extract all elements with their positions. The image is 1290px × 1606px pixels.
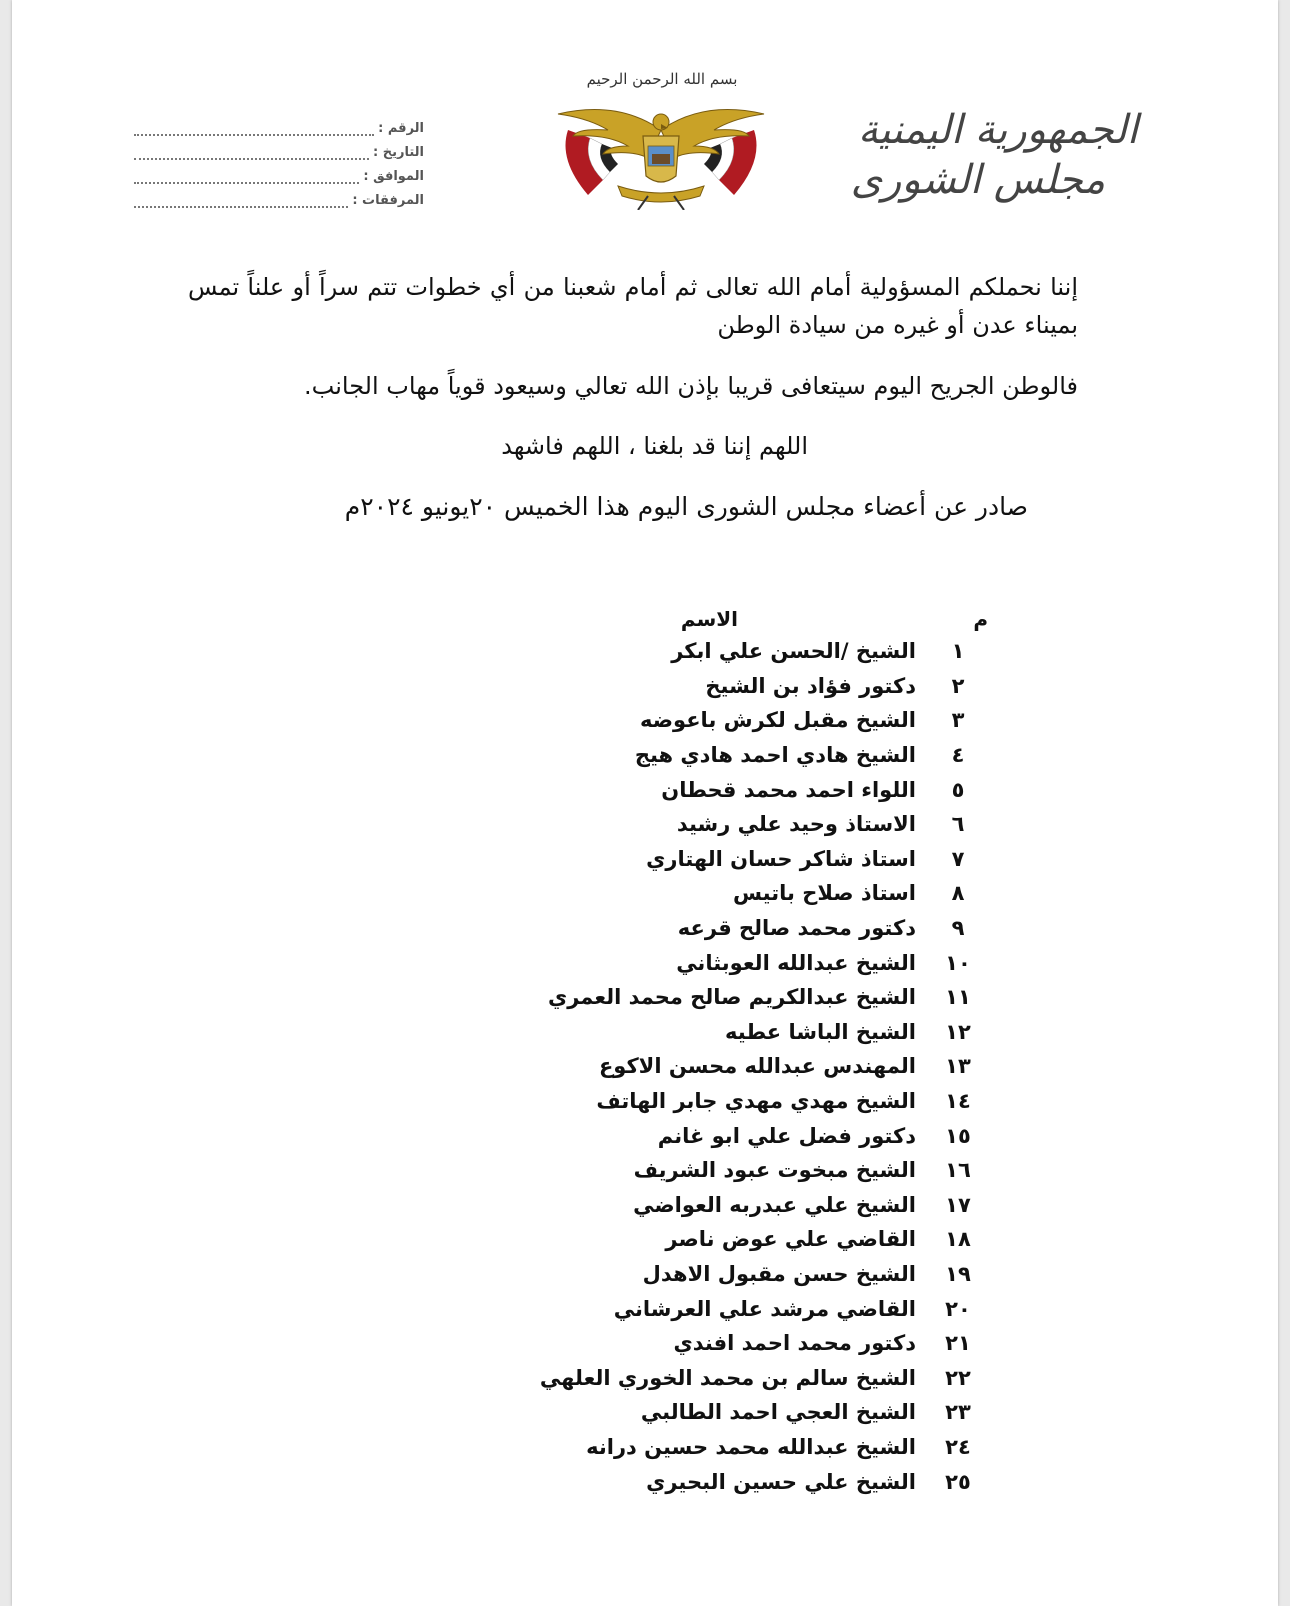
member-number: ٢١ <box>945 1331 971 1356</box>
member-number: ٧ <box>951 846 965 871</box>
table-row <box>540 980 988 1015</box>
table-row <box>540 1464 988 1499</box>
column-header-name: الاسم <box>680 607 738 631</box>
member-number: ١٠ <box>945 950 971 975</box>
member-number: ٨ <box>951 881 965 906</box>
table-row <box>540 945 988 980</box>
member-name: الشيخ عبدالله محمد حسين درانه <box>586 1434 916 1459</box>
table-row <box>540 1084 988 1119</box>
issuer-title <box>848 104 1148 204</box>
table-row <box>540 1395 988 1430</box>
member-name: القاضي مرشد علي العرشاني <box>613 1296 916 1321</box>
meta-row-date <box>134 136 424 160</box>
table-row <box>540 807 988 842</box>
member-number: ٢٠ <box>945 1296 971 1321</box>
table-row <box>540 1291 988 1326</box>
paragraph-prayer: اللهم إننا قد بلغنا ، اللهم فاشهد <box>501 432 808 460</box>
table-row <box>540 1326 988 1361</box>
dotted-line <box>134 172 359 184</box>
meta-label: الرقم : <box>378 121 424 136</box>
member-name: استاذ شاكر حسان الهتاري <box>646 846 916 871</box>
council-name: مجلس الشورى <box>850 157 1106 203</box>
table-row <box>540 842 988 877</box>
member-number: ٢٤ <box>945 1434 971 1459</box>
member-number: ١٣ <box>945 1054 971 1079</box>
table-row <box>540 703 988 738</box>
member-name: الشيخ مقبل لكرش باعوضه <box>640 708 916 733</box>
member-name: الشيخ حسن مقبول الاهدل <box>642 1261 916 1286</box>
member-number: ٢ <box>951 673 965 698</box>
member-number: ١٨ <box>945 1227 971 1252</box>
table-row <box>540 1360 988 1395</box>
member-name: الشيخ عبدالله العوبثاني <box>676 950 916 975</box>
member-name: الشيخ العجي احمد الطالبي <box>640 1400 916 1425</box>
table-row <box>540 1015 988 1050</box>
member-name: استاذ صلاح باتيس <box>733 881 916 906</box>
dotted-line <box>134 124 374 136</box>
table-row <box>540 876 988 911</box>
column-header-number: م <box>973 607 988 631</box>
member-number: ١٤ <box>945 1089 971 1114</box>
meta-label: الموافق : <box>363 169 424 184</box>
member-name: الشيخ الباشا عطيه <box>725 1019 916 1044</box>
table-row <box>540 1118 988 1153</box>
table-header-row <box>540 604 988 634</box>
issued-by-line: صادر عن أعضاء مجلس الشورى اليوم هذا الخميس ٢٠يونيو ٢٠٢٤م <box>344 492 1028 521</box>
meta-row-corresponding <box>134 160 424 184</box>
yemen-eagle-emblem-icon <box>548 100 774 210</box>
table-row <box>540 634 988 669</box>
member-number: ١ <box>951 639 965 664</box>
member-name: الشيخ عبدالكريم صالح محمد العمري <box>547 985 916 1010</box>
table-row <box>540 738 988 773</box>
reference-fields <box>134 112 424 208</box>
member-number: ١٩ <box>945 1261 971 1286</box>
member-name: الشيخ علي عبدربه العواضي <box>633 1192 916 1217</box>
member-name: اللواء احمد محمد قحطان <box>661 777 916 802</box>
member-number: ١١ <box>945 985 971 1010</box>
republic-name: الجمهورية اليمنية <box>857 107 1139 153</box>
meta-row-number <box>134 112 424 136</box>
member-number: ١٧ <box>945 1192 971 1217</box>
table-row <box>540 1257 988 1292</box>
member-name: المهندس عبدالله محسن الاكوع <box>598 1054 916 1079</box>
paragraph-recovery: فالوطن الجريح اليوم سيتعافى قريبا بإذن الله تعالي وسيعود قوياً مهاب الجانب. <box>304 372 1078 400</box>
table-row <box>540 1049 988 1084</box>
member-number: ٦ <box>951 812 965 837</box>
member-name: الاستاذ وحيد علي رشيد <box>676 812 916 837</box>
document-page <box>12 0 1278 1606</box>
dotted-line <box>134 148 369 160</box>
member-name: دكتور محمد صالح قرعه <box>677 916 916 941</box>
table-row <box>540 669 988 704</box>
member-number: ٢٣ <box>945 1400 971 1425</box>
member-name: القاضي علي عوض ناصر <box>665 1227 916 1252</box>
member-name: الشيخ مهدي مهدي جابر الهاتف <box>596 1089 916 1114</box>
member-number: ١٢ <box>945 1019 971 1044</box>
member-name: دكتور محمد احمد افندي <box>673 1331 916 1356</box>
table-row <box>540 1153 988 1188</box>
member-name: دكتور فؤاد بن الشيخ <box>705 673 916 698</box>
dotted-line <box>134 196 348 208</box>
member-number: ٢٢ <box>945 1365 971 1390</box>
member-name: الشيخ مبخوت عبود الشريف <box>633 1158 916 1183</box>
member-number: ١٥ <box>945 1123 971 1148</box>
meta-label: التاريخ : <box>373 145 424 160</box>
member-number: ٣ <box>951 708 965 733</box>
member-name: دكتور فضل علي ابو غانم <box>657 1123 916 1148</box>
member-name: الشيخ سالم بن محمد الخوري العلهي <box>539 1365 916 1390</box>
table-row <box>540 1430 988 1465</box>
member-name: الشيخ /الحسن علي ابكر <box>671 639 916 664</box>
paragraph-responsibility: إننا نحملكم المسؤولية أمام الله تعالى ثم أمام شعبنا من أي خطوات تتم سراً أو علناً تمس بميناء عدن أو غيره من سيادة الوطن <box>188 273 1078 339</box>
members-table <box>540 604 988 1499</box>
table-row <box>540 911 988 946</box>
members-list <box>540 634 988 1499</box>
member-name: الشيخ علي حسين البحيري <box>646 1469 916 1494</box>
member-name: الشيخ هادي احمد هادي هيج <box>634 743 916 768</box>
member-number: ٥ <box>951 777 965 802</box>
table-row <box>540 1188 988 1223</box>
member-number: ١٦ <box>945 1158 971 1183</box>
table-row <box>540 772 988 807</box>
member-number: ٩ <box>951 916 965 941</box>
meta-label: المرفقات : <box>352 193 424 208</box>
basmala: بسم الله الرحمن الرحيم <box>586 70 738 88</box>
member-number: ٤ <box>951 743 965 768</box>
meta-row-attachments <box>134 184 424 208</box>
table-row <box>540 1222 988 1257</box>
member-number: ٢٥ <box>945 1469 971 1494</box>
